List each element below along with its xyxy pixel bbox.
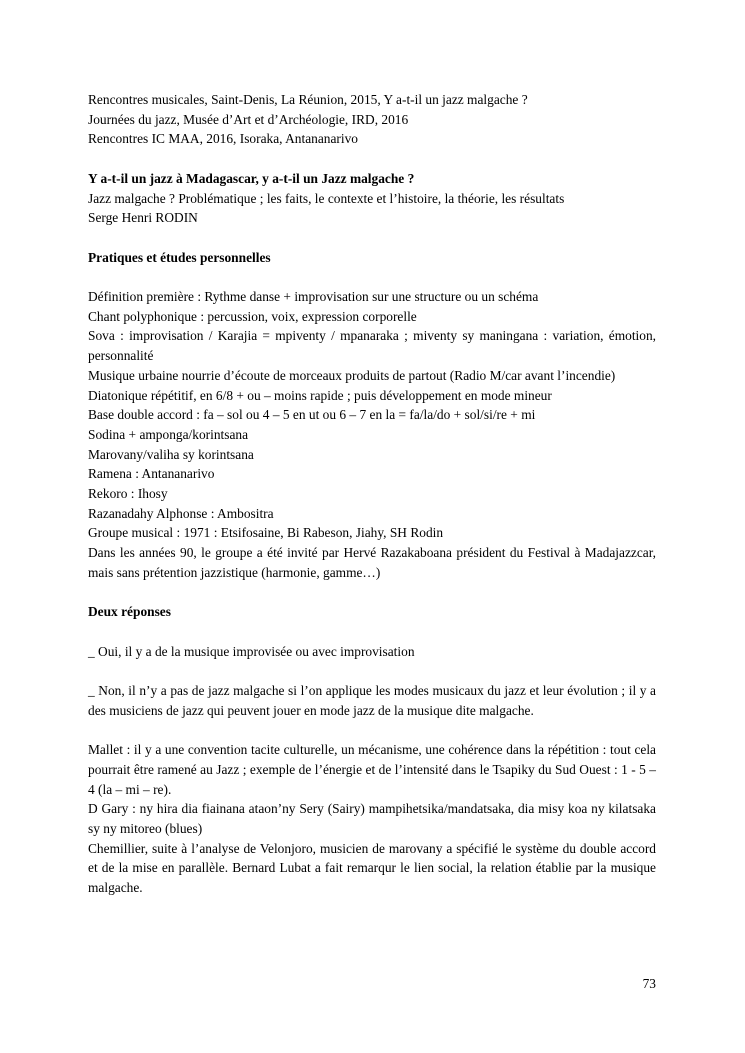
practice-item: Razanadahy Alphonse : Ambositra <box>88 505 274 521</box>
spacer <box>88 583 656 603</box>
practice-item: Musique urbaine nourrie d’écoute de morceaux produits de partout (Radio M/car avant l’incendie) <box>88 367 616 383</box>
remark-gary: D Gary : ny hira dia fiainana ataon’ny Sery (Sairy) mampihetsika/mandatsaka, dia misy koa ny kilatsaka sy ny mitoreo (blues) <box>88 801 656 836</box>
document-title: Y a-t-il un jazz à Madagascar, y a-t-il un Jazz malgache ? <box>88 170 415 186</box>
answer-no: _ Non, il n’y a pas de jazz malgache si l’on applique les modes musicaux du jazz et leur évolution ; il y a des musiciens de jazz qui peuvent jouer en mode jazz de la musique dite malgache. <box>88 683 656 718</box>
practice-item: Rekoro : Ihosy <box>88 486 168 502</box>
document-page <box>88 90 656 898</box>
practice-item: Sodina + amponga/korintsana <box>88 426 249 442</box>
spacer <box>88 228 656 248</box>
title-block <box>88 169 656 228</box>
spacer <box>88 267 656 287</box>
spacer <box>88 622 656 642</box>
spacer <box>88 661 656 681</box>
answers-heading: Deux réponses <box>88 604 171 620</box>
remarks-block <box>88 740 656 898</box>
page-number: 73 <box>642 976 656 991</box>
spacer <box>88 149 656 169</box>
practice-item: Définition première : Rythme danse + improvisation sur une structure ou un schéma <box>88 288 539 304</box>
remark-mallet: Mallet : il y a une convention tacite culturelle, un mécanisme, une cohérence dans la répétition : tout cela pourrait être ramené au Jazz ; exemple de l’énergie et de l’intensité dans le Tsapiky du Sud Ouest : 1 - 5 – 4 (la – mi – re). <box>88 742 656 797</box>
remark-chemillier: Chemillier, suite à l’analyse de Velonjoro, musicien de marovany a spécifié le système du double accord et de la mise en parallèle. Bernard Lubat a fait remarqur le lien social, la relation établie par la musique malgache. <box>88 840 656 896</box>
document-subtitle: Jazz malgache ? Problématique ; les faits, le contexte et l’histoire, la théorie, les résultats <box>88 190 565 206</box>
practices-list <box>88 287 656 583</box>
practice-item: Chant polyphonique : percussion, voix, expression corporelle <box>88 308 417 324</box>
conference-line: Journées du jazz, Musée d’Art et d’Archéologie, IRD, 2016 <box>88 111 409 127</box>
spacer <box>88 720 656 740</box>
conference-line: Rencontres IC MAA, 2016, Isoraka, Antananarivo <box>88 131 358 147</box>
practice-item: Diatonique répétitif, en 6/8 + ou – moins rapide ; puis développement en mode mineur <box>88 387 552 403</box>
practice-item: Groupe musical : 1971 : Etsifosaine, Bi Rabeson, Jiahy, SH Rodin <box>88 525 444 541</box>
conference-list <box>88 90 656 149</box>
author-name: Serge Henri RODIN <box>88 210 198 226</box>
practice-item: Marovany/valiha sy korintsana <box>88 446 254 462</box>
conference-line: Rencontres musicales, Saint-Denis, La Réunion, 2015, Y a-t-il un jazz malgache ? <box>88 92 528 107</box>
practice-item: Dans les années 90, le groupe a été invité par Hervé Razakaboana président du Festival à Madajazzcar, mais sans prétention jazzistique (harmonie, gamme…) <box>88 545 656 580</box>
practice-item: Ramena : Antananarivo <box>88 466 215 482</box>
answer-yes: _ Oui, il y a de la musique improvisée ou avec improvisation <box>88 643 415 659</box>
practice-item: Sova : improvisation / Karajia = mpiventy / mpanaraka ; miventy sy maningana : variation, émotion, personnalité <box>88 328 656 364</box>
practice-item: Base double accord : fa – sol ou 4 – 5 en ut ou 6 – 7 en la = fa/la/do + sol/si/re + mi <box>88 407 536 423</box>
practices-heading: Pratiques et études personnelles <box>88 249 271 265</box>
